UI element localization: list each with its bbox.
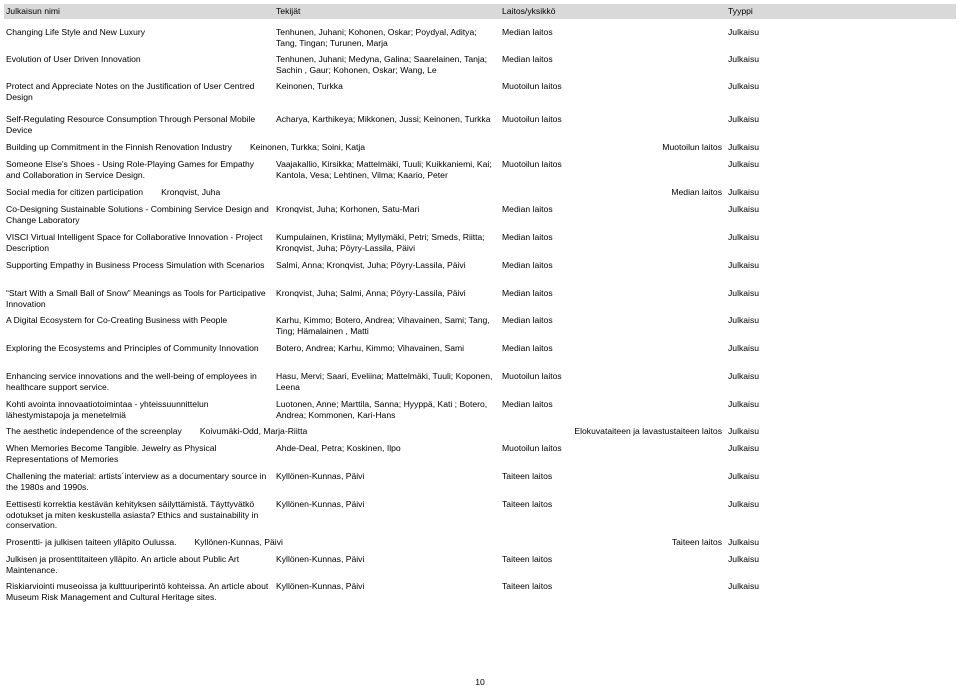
publications-table: [4, 4, 956, 603]
publication-type: Julkaisu: [728, 554, 760, 564]
table-row: [4, 232, 956, 255]
publication-title: Social media for citizen participation: [6, 187, 144, 197]
publication-authors: Kyllönen-Kunnas, Päivi: [276, 499, 365, 509]
publication-title: Kohti avointa innovaatiotoimintaa - yhteissuunnittelun lähestymistapoja ja menetelmiä: [6, 399, 209, 420]
publication-authors: Kumpulainen, Kristiina; Myllymäki, Petri; Smeds, Riitta; Kronqvist, Juha; Pöyry-Lassila, Päivi: [276, 232, 485, 253]
publication-authors: Luotonen, Anne; Marttila, Sanna; Hyyppä, Kati ; Botero, Andrea; Kommonen, Kari-Hans: [276, 399, 488, 420]
header-type: Tyyppi: [728, 6, 753, 17]
publication-unit: Median laitos: [502, 315, 553, 325]
publication-unit: Median laitos: [502, 232, 553, 242]
publication-authors: Kyllönen-Kunnas, Päivi: [276, 581, 365, 591]
publication-type: Julkaisu: [728, 114, 760, 124]
table-row: [4, 443, 956, 466]
publication-title: Challening the material: artists´interview as a documentary source in the 1980s and 1990s.: [6, 471, 267, 492]
table-row: [4, 187, 956, 199]
publication-authors: Koivumäki-Odd, Marja-Riitta: [199, 426, 308, 436]
publication-type: Julkaisu: [728, 371, 760, 381]
publication-authors: Botero, Andrea; Karhu, Kimmo; Vihavainen, Sami: [276, 343, 465, 353]
publication-type: Julkaisu: [728, 537, 760, 547]
publication-title: Evolution of User Driven Innovation: [6, 54, 141, 64]
header-authors: Tekijät: [276, 6, 301, 17]
table-row: [4, 204, 956, 227]
publication-type: Julkaisu: [728, 443, 760, 453]
publication-authors: Kyllönen-Kunnas, Päivi: [276, 554, 365, 564]
publication-type: Julkaisu: [728, 54, 760, 64]
publication-type: Julkaisu: [728, 288, 760, 298]
publication-authors: Keinonen, Turkka; Soini, Katja: [249, 142, 366, 152]
publication-title: Building up Commitment in the Finnish Renovation Industry: [6, 142, 232, 152]
publication-unit: Muotoilun laitos: [662, 142, 722, 152]
table-row: [4, 159, 956, 182]
table-row: [4, 315, 956, 338]
title-author-span: [4, 537, 726, 548]
publication-title: The aesthetic independence of the screenplay: [6, 426, 182, 436]
title-author-span: [4, 142, 726, 153]
publication-type: Julkaisu: [728, 142, 760, 152]
table-row: [4, 426, 956, 438]
table-header: [4, 4, 956, 19]
publication-type: Julkaisu: [728, 426, 760, 436]
publication-authors: Kronqvist, Juha; Salmi, Anna; Pöyry-Lassila, Päivi: [276, 288, 466, 298]
publication-title: Co-Designing Sustainable Solutions - Combining Service Design and Change Laboratory: [6, 204, 269, 225]
table-row: [4, 114, 956, 137]
table-row: [4, 399, 956, 421]
publication-authors: Acharya, Karthikeya; Mikkonen, Jussi; Keinonen, Turkka: [276, 114, 491, 124]
publication-unit: Median laitos: [502, 54, 553, 64]
table-row: [4, 343, 956, 366]
table-row: [4, 554, 956, 576]
table-row: [4, 54, 956, 76]
table-row: [4, 581, 956, 603]
publication-title: VISCI Virtual Intelligent Space for Collaborative Innovation - Project Description: [6, 232, 263, 253]
publication-type: Julkaisu: [728, 399, 760, 409]
publication-authors: Tenhunen, Juhani; Kohonen, Oskar; Poydyal, Aditya; Tang, Tingan; Turunen, Marja: [276, 27, 477, 48]
publication-title: A Digital Ecosystem for Co-Creating Business with People: [6, 315, 228, 325]
publication-type: Julkaisu: [728, 315, 760, 325]
table-row: [4, 537, 956, 549]
publication-authors: Hasu, Mervi; Saari, Eveliina; Mattelmäki, Tuuli; Koponen, Leena: [276, 371, 493, 392]
publication-unit: Muotoilun laitos: [502, 114, 562, 124]
title-author-span: [4, 187, 726, 198]
table-body: [4, 27, 956, 603]
publication-title: Exploring the Ecosystems and Principles of Community Innovation: [6, 343, 259, 353]
publication-title: Prosentti- ja julkisen taiteen ylläpito Oulussa.: [6, 537, 177, 547]
publication-unit: Muotoilun laitos: [502, 81, 562, 91]
page-number: 10: [475, 677, 485, 687]
publication-type: Julkaisu: [728, 232, 760, 242]
publication-unit: Median laitos: [502, 399, 553, 409]
publication-authors: Ahde-Deal, Petra; Koskinen, Ilpo: [276, 443, 401, 453]
publication-authors: Kronqvist, Juha; Korhonen, Satu-Mari: [276, 204, 420, 214]
publication-title: “Start With a Small Ball of Snow” Meanings as Tools for Participative Innovation: [6, 288, 266, 309]
publication-unit: Median laitos: [502, 27, 553, 37]
publication-title: Changing Life Style and New Luxury: [6, 27, 146, 37]
publication-authors: Salmi, Anna; Kronqvist, Juha; Pöyry-Lassila, Päivi: [276, 260, 466, 270]
publication-unit: Taiteen laitos: [502, 499, 553, 509]
publication-unit: Taiteen laitos: [502, 471, 553, 481]
publication-unit: Muotoilun laitos: [502, 443, 562, 453]
title-author-span: [4, 426, 726, 437]
publication-type: Julkaisu: [728, 471, 760, 481]
header-unit: Laitos/yksikkö: [502, 6, 556, 17]
publication-authors: Keinonen, Turkka: [276, 81, 343, 91]
publication-unit: Median laitos: [502, 260, 553, 270]
publication-title: When Memories Become Tangible. Jewelry as Physical Representations of Memories: [6, 443, 217, 464]
publication-type: Julkaisu: [728, 204, 760, 214]
table-row: [4, 142, 956, 154]
table-row: [4, 371, 956, 394]
header-title: Julkaisun nimi: [6, 6, 60, 17]
publication-unit: Elokuvataiteen ja lavastustaiteen laitos: [574, 426, 722, 436]
publication-type: Julkaisu: [728, 187, 760, 197]
publication-authors: Kronqvist, Juha: [161, 187, 221, 197]
publication-unit: Median laitos: [671, 187, 722, 197]
publication-authors: Vaajakallio, Kirsikka; Mattelmäki, Tuuli; Kuikkaniemi, Kai; Kantola, Vesa; Lehtinen, Vilma; Kaario, Peter: [276, 159, 492, 180]
publication-type: Julkaisu: [728, 81, 760, 91]
publication-unit: Taiteen laitos: [502, 581, 553, 591]
publication-type: Julkaisu: [728, 581, 760, 591]
publication-unit: Muotoilun laitos: [502, 371, 562, 381]
publication-title: Enhancing service innovations and the well-being of employees in healthcare support service.: [6, 371, 257, 392]
publication-authors: Karhu, Kimmo; Botero, Andrea; Vihavainen, Sami; Tang, Ting; Hämalainen , Matti: [276, 315, 490, 336]
publication-authors: Kyllönen-Kunnas, Päivi: [194, 537, 283, 547]
publication-unit: Median laitos: [502, 343, 553, 353]
publication-unit: Median laitos: [502, 288, 553, 298]
publication-unit: Median laitos: [502, 204, 553, 214]
publication-unit: Taiteen laitos: [671, 537, 722, 547]
table-row: [4, 81, 956, 109]
table-row: [4, 27, 956, 49]
publication-type: Julkaisu: [728, 159, 760, 169]
publication-title: Riskiarviointi museoissa ja kulttuuriperintö kohteissa. An article about Museum Risk Management and Cultural Heritage sites.: [6, 581, 269, 602]
publication-type: Julkaisu: [728, 27, 760, 37]
publication-title: Someone Else's Shoes - Using Role-Playing Games for Empathy and Collaboration in Service Design.: [6, 159, 255, 180]
publication-unit: Taiteen laitos: [502, 554, 553, 564]
publication-unit: Muotoilun laitos: [502, 159, 562, 169]
table-row: [4, 471, 956, 494]
publication-type: Julkaisu: [728, 260, 760, 270]
publication-type: Julkaisu: [728, 343, 760, 353]
table-row: [4, 499, 956, 532]
publication-title: Supporting Empathy in Business Process Simulation with Scenarios: [6, 260, 265, 270]
table-row: [4, 288, 956, 310]
publication-authors: Kyllönen-Kunnas, Päivi: [276, 471, 365, 481]
publication-title: Eettisesti korrektia kestävän kehityksen säilyttämistä. Täyttyvätkö odotukset ja miten keskustella asiasta? Ethics and sustainability in conservation.: [6, 499, 259, 531]
publication-title: Protect and Appreciate Notes on the Justification of User Centred Design: [6, 81, 255, 102]
publication-authors: Tenhunen, Juhani; Medyna, Galina; Saarelainen, Tanja; Sachin , Gaur; Kohonen, Oskar; Wang, Le: [276, 54, 488, 75]
table-row: [4, 260, 956, 283]
publication-title: Self-Regulating Resource Consumption Through Personal Mobile Device: [6, 114, 256, 135]
publication-title: Julkisen ja prosenttitaiteen ylläpito. An article about Public Art Maintenance.: [6, 554, 240, 575]
publication-type: Julkaisu: [728, 499, 760, 509]
